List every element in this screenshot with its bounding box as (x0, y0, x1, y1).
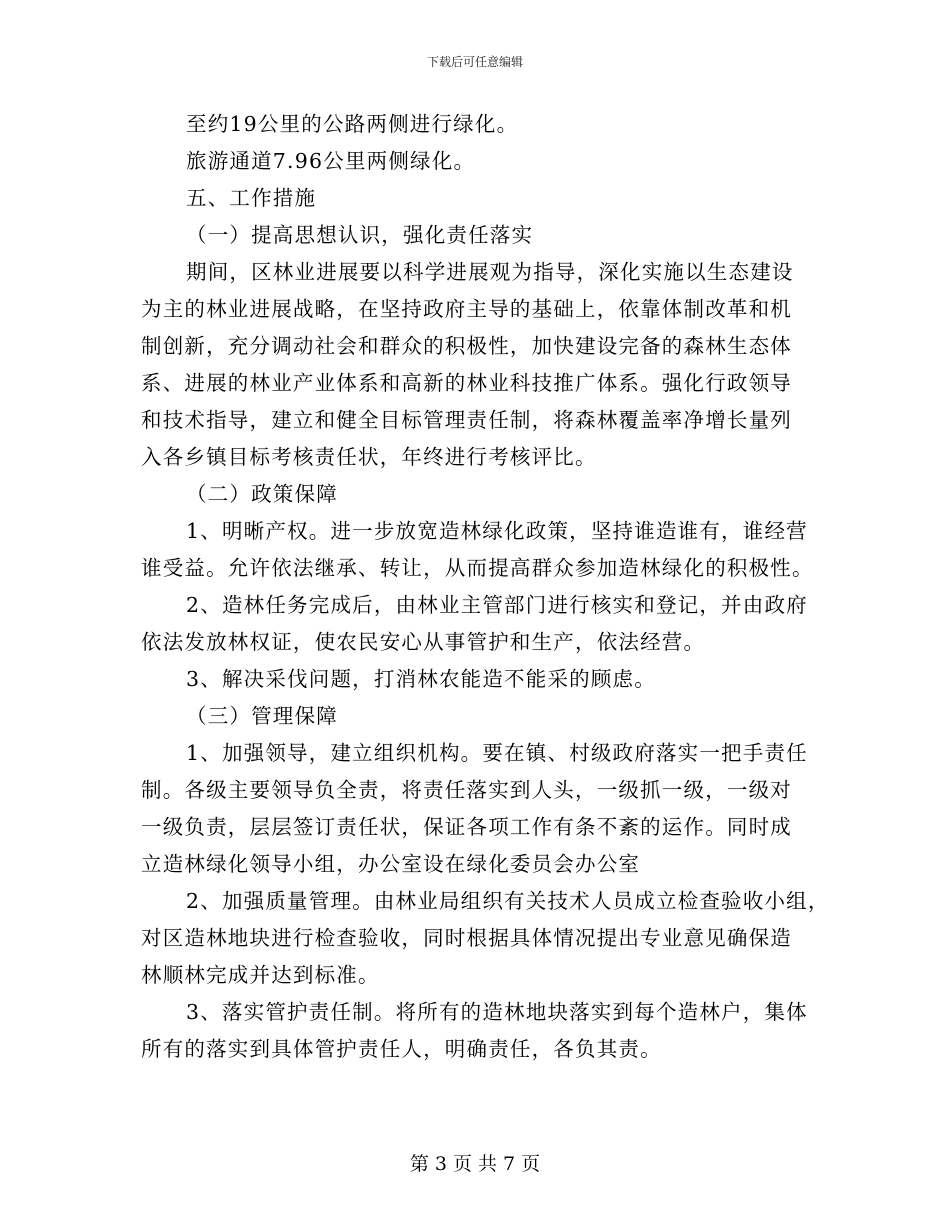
text-line: 期间，区林业进展要以科学进展观为指导，深化实施以生态建设 (186, 260, 794, 284)
text-line: 旅游通道7.96公里两侧绿化。 (186, 149, 476, 173)
text-line: 对区造林地块进行检查验收，同时根据具体情况提出专业意见确保造 (141, 926, 792, 950)
paragraph (141, 883, 830, 994)
text-line: 制。各级主要领导负全责，将责任落实到人头，一级抓一级，一级对 (141, 778, 792, 802)
text-line: 林顺林完成并达到标准。 (141, 963, 380, 987)
text-line: （三）管理保障 (186, 704, 338, 728)
text-line: （二）政策保障 (186, 482, 338, 506)
document-body (141, 106, 830, 1068)
text-line: 依法发放林权证，使农民安心从事管护和生产，依法经营。 (141, 630, 706, 654)
text-line: 所有的落实到具体管护责任人，明确责任，各负其责。 (141, 1037, 662, 1061)
subsection-heading (141, 476, 816, 513)
paragraph (141, 994, 816, 1068)
subsection-heading (141, 698, 816, 735)
page-header: 下载后可任意编辑 (426, 55, 523, 69)
text-line: 一级负责，层层签订责任状，保证各项工作有条不紊的运作。同时成 (141, 815, 792, 839)
text-line: 1、明晰产权。进一步放宽造林绿化政策，坚持谁造谁有，谁经营 (186, 519, 808, 543)
text-line: 谁受益。允许依法继承、转让，从而提高群众参加造林绿化的积极性。 (141, 556, 814, 580)
text-line: 至约19公里的公路两侧进行绿化。 (186, 112, 519, 136)
text-line: 五、工作措施 (186, 186, 317, 210)
paragraph (141, 735, 816, 883)
text-line: 2、造林任务完成后，由林业主管部门进行核实和登记，并由政府 (186, 593, 808, 617)
text-line: 制创新，充分调动社会和群众的积极性，加快建设完备的森林生态体 (141, 334, 792, 358)
subsection-heading (141, 217, 816, 254)
paragraph (141, 106, 816, 143)
paragraph (141, 143, 816, 180)
paragraph (141, 661, 816, 698)
text-line: 为主的林业进展战略，在坚持政府主导的基础上，依靠体制改革和机 (141, 297, 792, 321)
text-line: （一）提高思想认识，强化责任落实 (186, 223, 534, 247)
section-heading (141, 180, 816, 217)
text-line: 立造林绿化领导小组，办公室设在绿化委员会办公室 (141, 852, 641, 876)
text-line: 和技术指导，建立和健全目标管理责任制，将森林覆盖率净增长量列 (141, 408, 792, 432)
text-line: 3、解决采伐问题，打消林农能造不能采的顾虑。 (186, 667, 656, 691)
text-line: 3、落实管护责任制。将所有的造林地块落实到每个造林户，集体 (186, 1000, 808, 1024)
text-line: 入各乡镇目标考核责任状，年终进行考核评比。 (141, 445, 597, 469)
text-line: 2、加强质量管理。由林业局组织有关技术人员成立检查验收小组， (186, 889, 830, 913)
paragraph (141, 513, 816, 587)
paragraph (141, 254, 816, 476)
text-line: 系、进展的林业产业体系和高新的林业科技推广体系。强化行政领导 (141, 371, 792, 395)
page-number: 第 3 页 共 7 页 (409, 1153, 541, 1175)
paragraph (141, 587, 816, 661)
text-line: 1、加强领导，建立组织机构。要在镇、村级政府落实一把手责任 (186, 741, 808, 765)
